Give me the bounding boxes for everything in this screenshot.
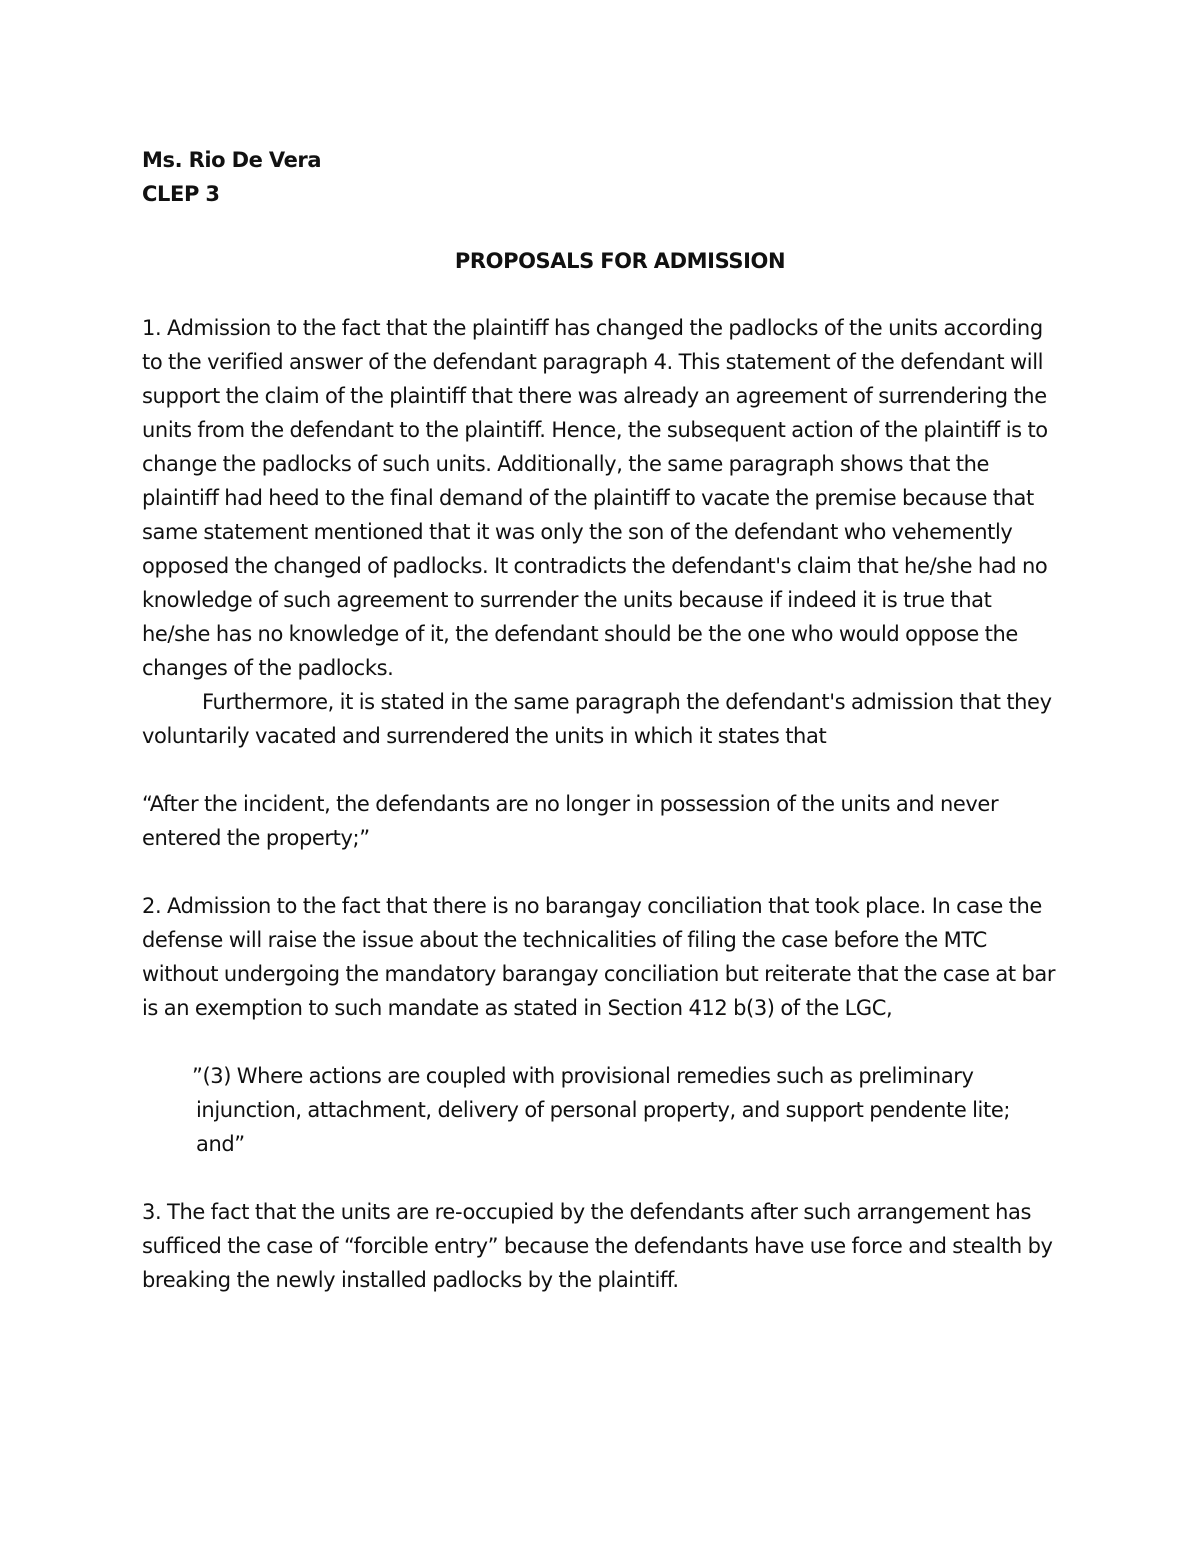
paragraph-spacer <box>142 855 1062 889</box>
paragraph-spacer <box>142 1161 1062 1195</box>
document-body <box>142 143 1062 1297</box>
item-2-paragraph: 2. Admission to the fact that there is no barangay conciliation that took place. In case the defense will raise the issue about the technicalities of filing the case before the MTC without undergoing the mandatory barangay conciliation but reiterate that the case at bar is an exemption to such mandate as stated in Section 412 b(3) of the LGC, <box>142 894 1056 1020</box>
page-title: PROPOSALS FOR ADMISSION <box>454 249 786 273</box>
item-2-quote: ”(3) Where actions are coupled with provisional remedies such as preliminary injunction, attachment, delivery of personal property, and support pendente lite; and” <box>192 1064 1011 1156</box>
item-1-continued-paragraph: Furthermore, it is stated in the same paragraph the defendant's admission that they voluntarily vacated and surrendered the units in which it states that <box>142 690 1052 748</box>
item-1-paragraph: 1. Admission to the fact that the plaintiff has changed the padlocks of the units according to the verified answer of the defendant paragraph 4. This statement of the defendant will support the claim of the plaintiff that there was already an agreement of surrendering the units from the defendant to the plaintiff. Hence, the subsequent action of the plaintiff is to change the padlocks of such units. Additionally, the same paragraph shows that the plaintiff had heed to the final demand of the plaintiff to vacate the premise because that same statement mentioned that it was only the son of the defendant who vehemently opposed the changed of padlocks. It contradicts the defendant's claim that he/she had no knowledge of such agreement to surrender the units because if indeed it is true that he/she has no knowledge of it, the defendant should be the one who would oppose the changes of the padlocks. <box>142 316 1048 680</box>
paragraph-spacer <box>142 753 1062 787</box>
course-code: CLEP 3 <box>142 182 220 206</box>
item-1-quote: “After the incident, the defendants are no longer in possession of the units and never entered the property;” <box>142 792 999 850</box>
paragraph-spacer <box>142 1025 1062 1059</box>
item-3-paragraph: 3. The fact that the units are re-occupied by the defendants after such arrangement has sufficed the case of “forcible entry” because the defendants have use force and stealth by breaking the newly installed padlocks by the plaintiff. <box>142 1200 1053 1292</box>
item-2-block-quote <box>192 1059 1062 1161</box>
author-name: Ms. Rio De Vera <box>142 148 322 172</box>
